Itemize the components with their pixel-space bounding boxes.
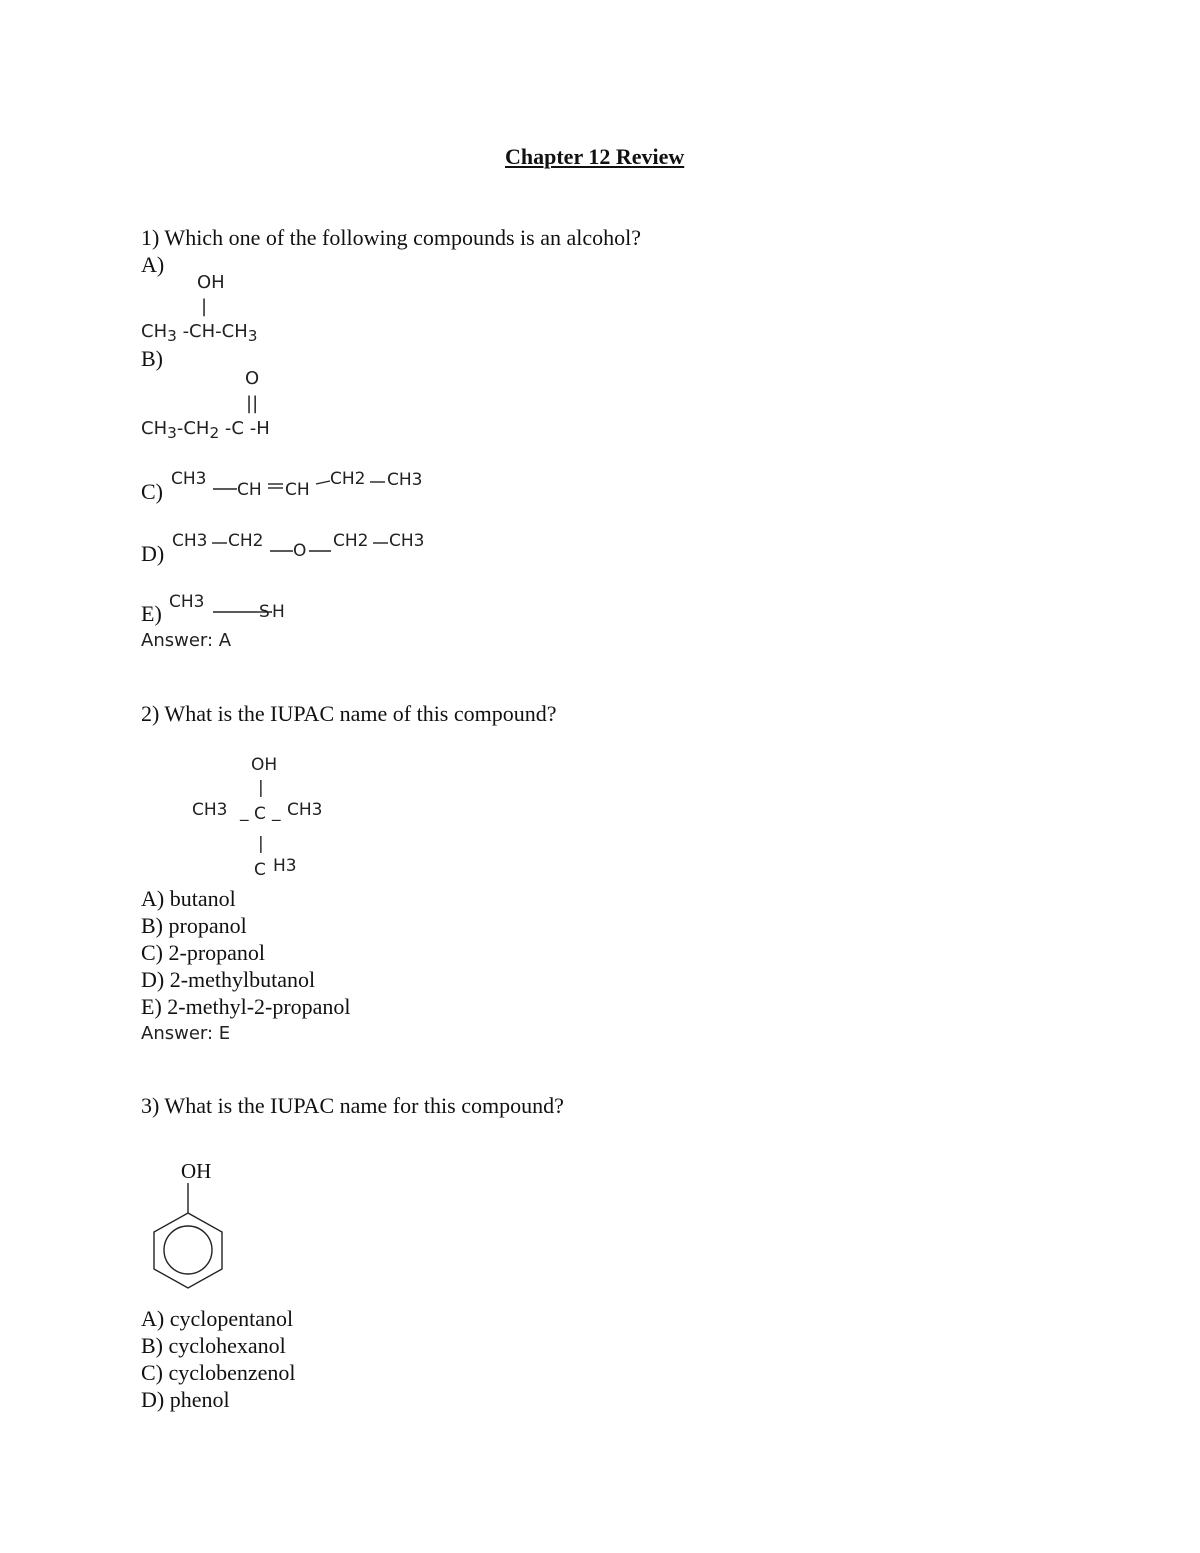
q1-c-part5: CH3 <box>387 470 423 490</box>
q1-e-part2: S <box>259 602 270 622</box>
q1-b-sub2: 2 <box>209 424 220 443</box>
q2-center-c: C <box>254 804 266 824</box>
q1-b-rest: -C -H <box>219 418 270 439</box>
q2-choice-b: B) propanol <box>141 913 247 938</box>
q1-c-part2: CH <box>237 480 262 500</box>
q2-choice-c: C) 2-propanol <box>141 940 266 965</box>
q1-a-oh: OH <box>197 272 225 293</box>
q2-bottom-h3: H3 <box>273 856 297 876</box>
q1-a-ch: CH <box>141 321 168 342</box>
q1-a-sub2: 3 <box>247 327 258 346</box>
q3-choice-b: B) cyclohexanol <box>141 1333 286 1358</box>
q2-oh: OH <box>251 755 278 775</box>
q3-choice-a: A) cyclopentanol <box>141 1306 294 1331</box>
q1-a-sub1: 3 <box>167 327 177 346</box>
q2-choice-a: A) butanol <box>141 886 236 911</box>
question-1-prompt: 1) Which one of the following compounds is an alcohol? <box>141 225 641 250</box>
q2-bond-top: | <box>258 778 264 798</box>
q1-e-part3: H <box>272 602 285 622</box>
q2-choice-d: D) 2-methylbutanol <box>141 967 316 992</box>
q3-benzene-ring-circle <box>164 1226 212 1274</box>
q1-answer: Answer: A <box>141 630 232 651</box>
q1-d-part3: O <box>293 541 307 561</box>
q1-option-a-letter: A) <box>141 252 165 277</box>
q1-b-ch: CH <box>141 418 168 439</box>
q1-option-e-letter: E) <box>141 601 162 626</box>
q1-e-part1: CH3 <box>169 592 205 612</box>
q1-c-part1: CH3 <box>171 469 207 489</box>
q1-option-d-letter: D) <box>141 541 165 566</box>
q1-d-part2: CH2 <box>228 531 264 551</box>
q1-a-rest: -CH-CH <box>176 321 248 342</box>
q2-bottom-c: C <box>254 860 266 880</box>
q1-option-b-letter: B) <box>141 346 163 371</box>
q3-oh: OH <box>181 1159 212 1183</box>
q1-d-part1: CH3 <box>172 531 208 551</box>
q1-b-ch2: -CH <box>176 418 210 439</box>
q3-choice-d: D) phenol <box>141 1387 230 1412</box>
q2-answer: Answer: E <box>141 1023 231 1044</box>
q1-option-c-letter: C) <box>141 479 163 504</box>
q1-a-bond: | <box>201 296 208 317</box>
q2-left-ch3: CH3 <box>192 800 228 820</box>
question-2-prompt: 2) What is the IUPAC name of this compound? <box>141 701 557 726</box>
page-title: Chapter 12 Review <box>505 144 685 169</box>
q1-d-part4: CH2 <box>333 531 369 551</box>
q2-dash-right: _ <box>272 802 281 822</box>
q2-choice-e: E) 2-methyl-2-propanol <box>141 994 351 1019</box>
q3-choice-c: C) cyclobenzenol <box>141 1360 296 1385</box>
q2-bond-bottom: | <box>258 834 264 854</box>
q1-b-sub1: 3 <box>167 424 177 443</box>
q2-right-ch3: CH3 <box>287 800 323 820</box>
q1-b-oxygen: O <box>245 368 260 389</box>
q2-dash-left: _ <box>240 802 249 822</box>
q1-d-part5: CH3 <box>389 531 425 551</box>
q1-c-part4: CH2 <box>330 469 366 489</box>
q1-b-double-bond: || <box>246 393 259 414</box>
question-3-prompt: 3) What is the IUPAC name for this compound? <box>141 1093 564 1118</box>
q1-c-single-bond-2 <box>316 481 330 484</box>
q1-c-part3: CH <box>285 480 310 500</box>
